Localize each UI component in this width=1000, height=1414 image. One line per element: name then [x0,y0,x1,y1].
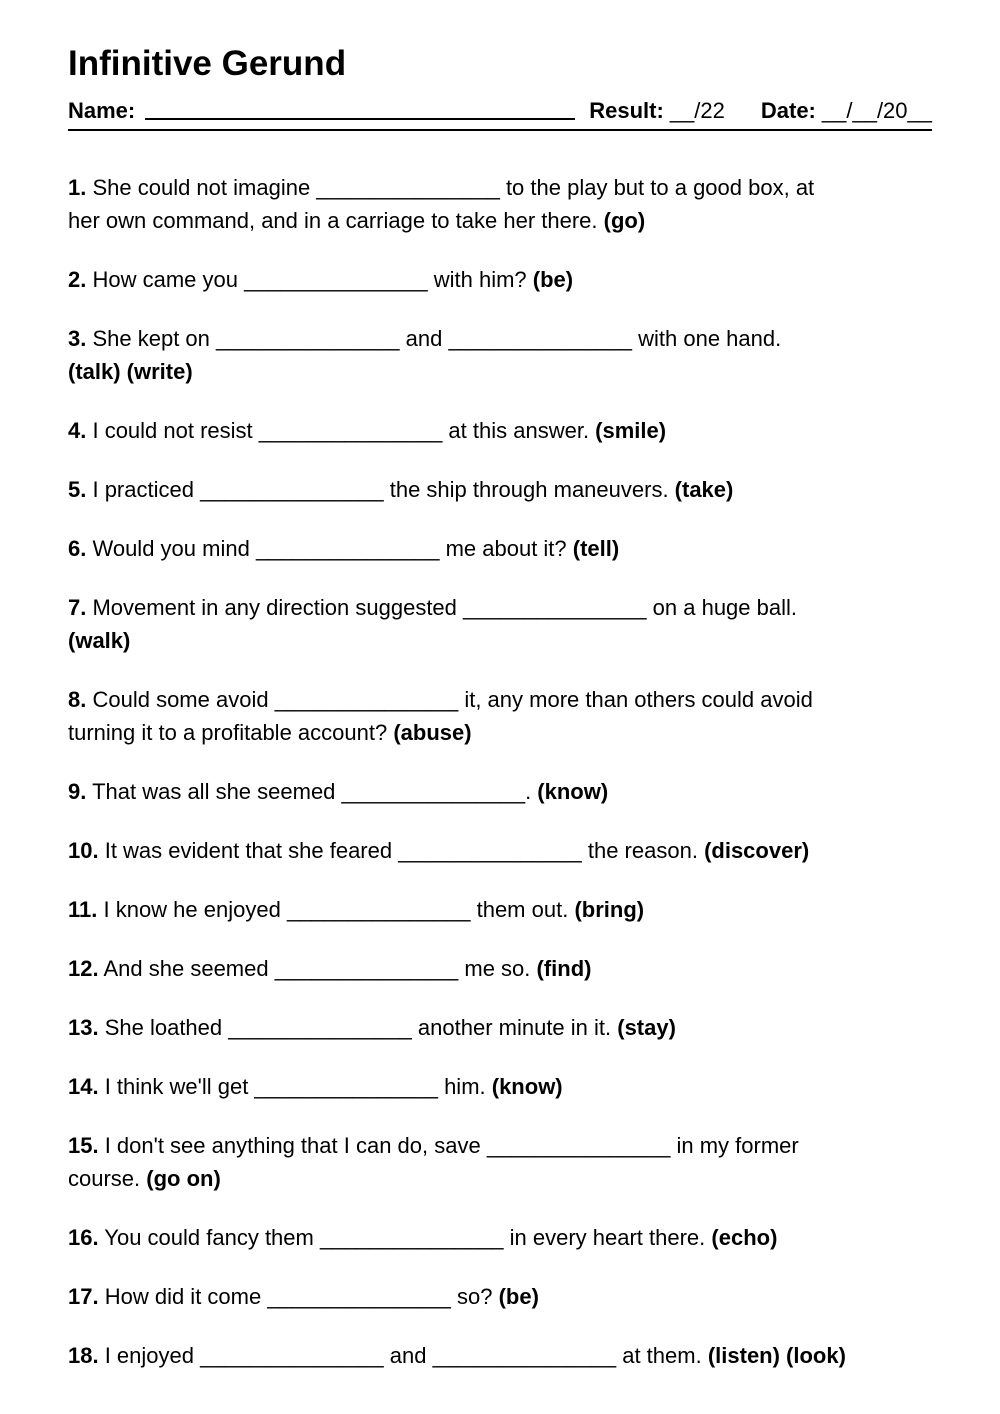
question-number: 8. [68,687,87,712]
answer-blank: _______________ [244,267,428,292]
question-text: me so. [458,956,537,981]
answer-blank: _______________ [286,897,471,922]
result-label: Result: [589,98,664,123]
date-label: Date: [760,98,816,123]
question-text: I think we'll get [98,1074,255,1099]
verb-hint: (know) [491,1074,563,1099]
question-text: with one hand. [632,326,782,351]
answer-blank: _______________ [200,1343,384,1368]
verb-hint: (go on) [146,1166,221,1191]
question-number: 15. [68,1133,99,1158]
question-2 [68,263,932,296]
question-text: and [383,1343,433,1368]
result-value: __/22 [669,98,725,123]
question-number: 6. [68,536,87,561]
question-text: . [525,779,538,804]
question-4 [68,414,932,447]
question-text: to the play but to a good box, at [499,175,815,200]
question-number: 14. [68,1074,99,1099]
verb-hint: (abuse) [393,720,472,745]
question-text: course. [68,1166,147,1191]
question-text: It was evident that she feared [98,838,399,863]
question-number: 4. [68,418,87,443]
question-7 [68,591,932,657]
question-text: She could not imagine [86,175,317,200]
answer-blank: _______________ [274,687,459,712]
answer-blank: _______________ [432,1343,617,1368]
answer-blank: _______________ [463,595,647,620]
question-15 [68,1129,932,1195]
answer-blank: _______________ [448,326,633,351]
question-text: She kept on [86,326,217,351]
verb-hint: (be) [532,267,574,292]
question-text: the ship through maneuvers. [383,477,675,502]
question-text: That was all she seemed [86,779,342,804]
question-text: She loathed [98,1015,229,1040]
answer-blank: _______________ [486,1133,671,1158]
question-text: so? [450,1284,499,1309]
question-number: 9. [68,779,87,804]
question-number: 7. [68,595,87,620]
question-number: 13. [68,1015,99,1040]
verb-hint: (listen) (look) [707,1343,846,1368]
verb-hint: (be) [498,1284,539,1309]
question-text: at this answer. [442,418,596,443]
question-text: me about it? [439,536,573,561]
question-number: 18. [68,1343,99,1368]
header-row [68,98,932,124]
verb-hint: (discover) [704,838,810,863]
question-8 [68,683,932,749]
question-text: turning it to a profitable account? [68,720,394,745]
question-9 [68,775,932,808]
answer-blank: _______________ [341,779,526,804]
question-text: it, any more than others could avoid [458,687,813,712]
answer-blank: _______________ [267,1284,451,1309]
verb-hint: (know) [537,779,609,804]
question-14 [68,1070,932,1103]
question-text: with him? [427,267,533,292]
question-number: 16. [68,1225,99,1250]
verb-hint: (tell) [572,536,620,561]
answer-blank: _______________ [316,175,500,200]
question-18 [68,1339,932,1372]
name-label: Name: [68,98,136,123]
header-divider [68,129,932,131]
question-11 [68,893,932,926]
question-number: 11. [68,897,98,922]
verb-hint: (find) [536,956,592,981]
question-3 [68,322,932,388]
question-text: her own command, and in a carriage to take her there. [68,208,604,233]
question-text: And she seemed [98,956,275,981]
question-text: I don't see anything that I can do, save [98,1133,487,1158]
question-text: Movement in any direction suggested [86,595,464,620]
question-number: 12. [68,956,99,981]
question-text: I know he enjoyed [97,897,287,922]
question-13 [68,1011,932,1044]
verb-hint: (bring) [574,897,645,922]
verb-hint: (go) [603,208,646,233]
question-text: at them. [616,1343,708,1368]
question-text: the reason. [581,838,705,863]
question-number: 17. [68,1284,99,1309]
question-text: in every heart there. [503,1225,712,1250]
answer-blank: _______________ [254,1074,438,1099]
question-number: 1. [68,175,87,200]
question-text: You could fancy them [98,1225,320,1250]
question-text: I practiced [86,477,201,502]
answer-blank: _______________ [255,536,440,561]
answer-blank: _______________ [398,838,582,863]
question-text: in my former [670,1133,799,1158]
questions-list [68,171,932,1372]
question-text: I could not resist [86,418,259,443]
verb-hint: (echo) [711,1225,778,1250]
question-number: 2. [68,267,87,292]
question-number: 3. [68,326,87,351]
answer-blank: _______________ [319,1225,504,1250]
name-blank-line [145,118,575,120]
question-text: How did it come [98,1284,268,1309]
verb-hint: (talk) (write) [68,359,193,384]
question-text: How came you [86,267,245,292]
question-text: on a huge ball. [646,595,798,620]
question-text: him. [437,1074,492,1099]
answer-blank: _______________ [228,1015,412,1040]
verb-hint: (take) [674,477,734,502]
question-number: 10. [68,838,99,863]
answer-blank: _______________ [274,956,459,981]
question-12 [68,952,932,985]
verb-hint: (stay) [617,1015,676,1040]
question-text: Would you mind [86,536,256,561]
question-16 [68,1221,932,1254]
question-number: 5. [68,477,87,502]
question-text: and [399,326,449,351]
question-text: I enjoyed [98,1343,201,1368]
question-5 [68,473,932,506]
answer-blank: _______________ [200,477,384,502]
answer-blank: _______________ [258,418,443,443]
question-1 [68,171,932,237]
question-17 [68,1280,932,1313]
answer-blank: _______________ [216,326,400,351]
page-title: Infinitive Gerund [68,44,347,83]
question-6 [68,532,932,565]
verb-hint: (smile) [595,418,667,443]
question-text: another minute in it. [411,1015,618,1040]
question-text: them out. [470,897,575,922]
question-10 [68,834,932,867]
date-value: __/__/20__ [821,98,932,123]
question-text: Could some avoid [86,687,275,712]
verb-hint: (walk) [68,628,131,653]
